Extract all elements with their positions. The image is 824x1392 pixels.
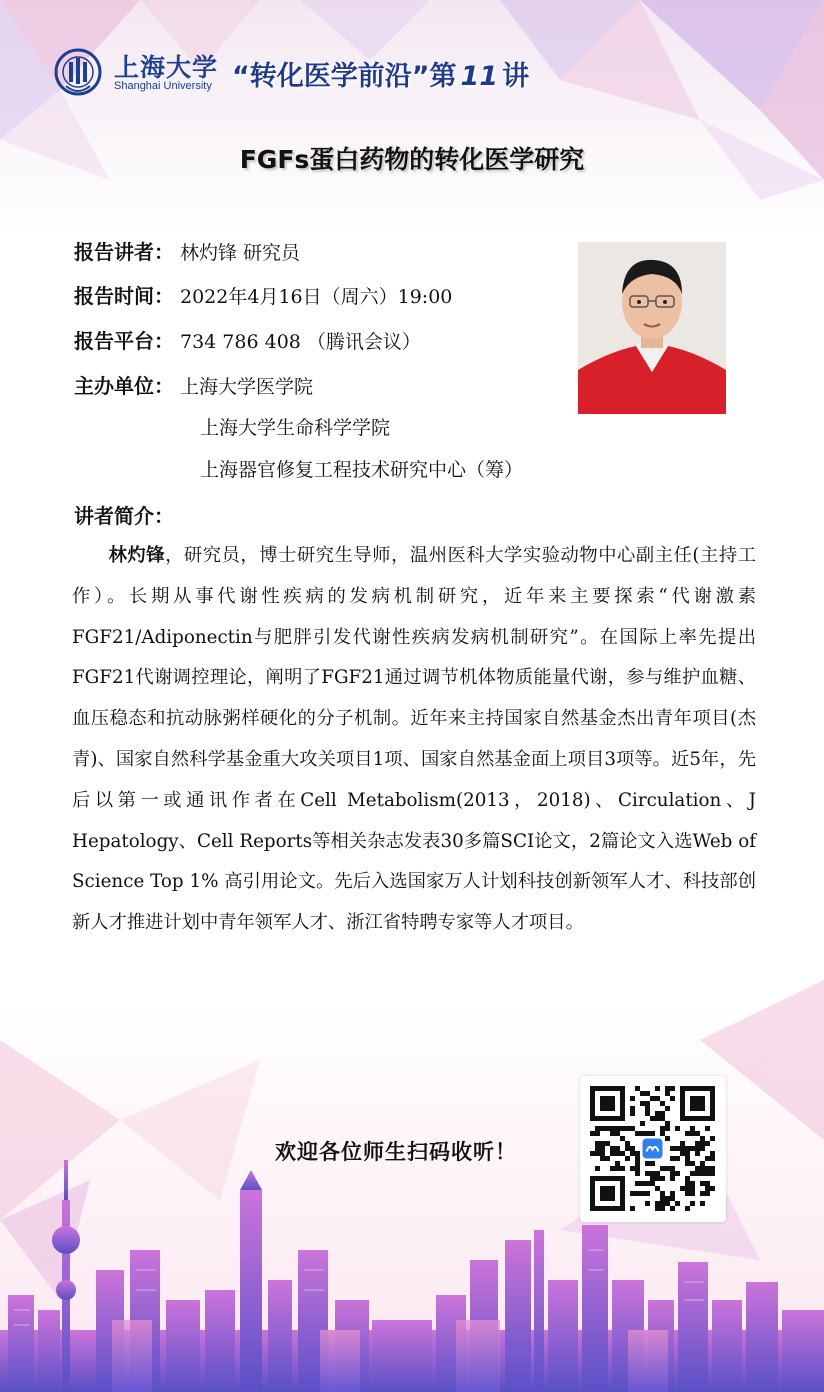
university-logo — [54, 46, 219, 102]
bio-speaker-name: 林灼锋 — [108, 545, 166, 566]
speaker-value: 林灼锋 研究员 — [180, 242, 301, 264]
organizer-label: 主办单位： — [74, 374, 174, 398]
speaker-label: 报告讲者： — [74, 240, 174, 264]
platform-label: 报告平台： — [74, 329, 174, 353]
organizer-value: 上海器官修复工程技术研究中心（筹） — [200, 459, 524, 481]
platform-row — [74, 325, 421, 354]
time-value: 2022年4月16日（周六）19:00 — [180, 286, 453, 308]
series-title-suffix: 讲 — [502, 61, 530, 92]
series-number: 11 — [460, 61, 499, 92]
logo-chinese-name: 上海大学 — [114, 53, 219, 82]
platform-value: 734 786 408 （腾讯会议） — [180, 331, 421, 353]
organizer-value: 上海大学医学院 — [180, 376, 314, 398]
series-title-prefix: “转化医学前沿”第 — [232, 61, 457, 92]
qr-code-image[interactable] — [580, 1076, 726, 1222]
time-label: 报告时间： — [74, 284, 174, 308]
logo-english-name: Shanghai University — [114, 80, 212, 92]
speaker-photo — [578, 242, 726, 414]
time-row — [74, 280, 452, 309]
qr-code[interactable] — [580, 1076, 726, 1222]
shu-emblem-icon — [54, 46, 102, 102]
organizer-value: 上海大学生命科学学院 — [200, 417, 391, 439]
bio-paragraph — [72, 536, 756, 944]
organizer-row — [74, 370, 313, 399]
welcome-text: 欢迎各位师生扫码收听！ — [275, 1139, 517, 1164]
bio-text: ，研究员，博士研究生导师，温州医科大学实验动物中心副主任(主持工作）。长期从事代谢性疾病的发病机制研究，近年来主要探索“代谢激素FGF21/Adiponectin与肥胖引发代谢性疾病发病机制研究”。在国际上率先提出FGF21代谢调控理论，阐明了FGF21通过调节机体物质能量代谢，参与维护血糖、血压稳态和抗动脉粥样硬化的分子机制。近年来主持国家自然基金杰出青年项目(杰青)、国家自然科学基金重大攻关项目1项、国家自然基金面上项目3项等。近5年，先后以第一或通讯作者在Cell Metabolism(2013，2018)、Circulation、J Hepatology、Cell Reports等相关杂志发表30多篇SCI论文，2篇论文入选Web of Science Top 1% 高引用论文。先后入选国家万人计划科技创新领军人才、科技部创新人才推进计划中青年领军人才、浙江省特聘专家等人才项目。 — [72, 545, 756, 934]
talk-title: FGFs蛋白药物的转化医学研究 — [239, 145, 585, 174]
speaker-row — [74, 236, 300, 265]
bio-heading: 讲者简介： — [74, 504, 174, 528]
series-title — [232, 54, 529, 93]
